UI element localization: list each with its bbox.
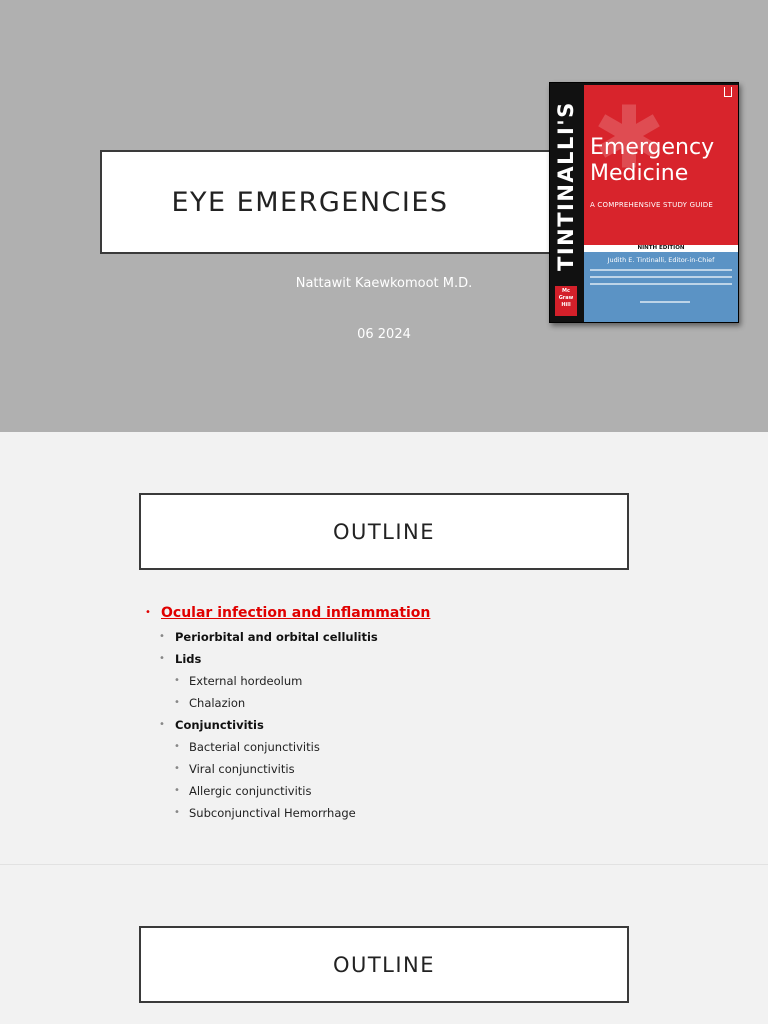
list-item-text: Viral conjunctivitis [189, 762, 295, 776]
list-item-text: Subconjunctival Hemorrhage [189, 806, 356, 820]
book-title-line1: Emergency [590, 135, 715, 160]
bookmark-icon [724, 87, 732, 97]
title-box [100, 150, 560, 254]
list-item [145, 600, 625, 626]
list-item-text: Ocular infection and inflammation [161, 605, 431, 621]
list-item-text: Allergic conjunctivitis [189, 784, 312, 798]
list-item-text: Lids [175, 652, 202, 666]
outline-heading-box [139, 493, 629, 570]
outline-slide-2 [0, 866, 768, 1024]
editor-list-line [590, 276, 732, 278]
bullet-icon: • [159, 631, 165, 642]
list-item [145, 780, 625, 802]
title-slide [0, 0, 768, 432]
outline-heading: OUTLINE [332, 952, 436, 977]
editor-list-line [590, 283, 732, 285]
book-cover-image [549, 82, 739, 323]
outline-heading: OUTLINE [332, 519, 436, 544]
list-item-text: External hordeolum [189, 674, 303, 688]
outline-heading-box [139, 926, 629, 1003]
book-spine-text: TINTINALLI'S [554, 101, 578, 271]
slide-title: EYE EMERGENCIES [171, 186, 449, 218]
bullet-icon: • [159, 653, 165, 664]
outline-list [145, 600, 625, 824]
list-item [145, 736, 625, 758]
list-item-text: Periorbital and orbital cellulitis [175, 630, 378, 644]
list-item-text: Chalazion [189, 696, 246, 710]
bullet-icon: • [174, 807, 180, 818]
list-item [145, 714, 625, 736]
book-spine [550, 83, 582, 322]
list-item [145, 648, 625, 670]
book-editor: Judith E. Tintinalli, Editor-in-Chief [607, 256, 715, 264]
book-title [590, 135, 714, 187]
book-title-line2: Medicine [590, 161, 689, 186]
book-subtitle: A COMPREHENSIVE STUDY GUIDE [590, 201, 714, 209]
list-item [145, 692, 625, 714]
college-logo [640, 301, 690, 303]
list-item [145, 758, 625, 780]
list-item-text: Conjunctivitis [175, 718, 264, 732]
list-item [145, 802, 625, 824]
outline-slide-1 [0, 432, 768, 865]
editor-list-line [590, 269, 732, 271]
author-name: Nattawit Kaewkomoot M.D. [295, 276, 473, 291]
list-item-text: Bacterial conjunctivitis [189, 740, 320, 754]
list-item [145, 626, 625, 648]
bullet-icon: • [174, 697, 180, 708]
list-item [145, 670, 625, 692]
publisher-logo: Mc Graw Hill [555, 286, 577, 316]
presentation-date: 06 2024 [357, 327, 411, 342]
bullet-icon: • [145, 607, 151, 618]
bullet-icon: • [174, 785, 180, 796]
bullet-icon: • [174, 741, 180, 752]
bullet-icon: • [174, 763, 180, 774]
book-edition: NINTH EDITION [584, 245, 738, 252]
bullet-icon: • [174, 675, 180, 686]
bullet-icon: • [159, 719, 165, 730]
